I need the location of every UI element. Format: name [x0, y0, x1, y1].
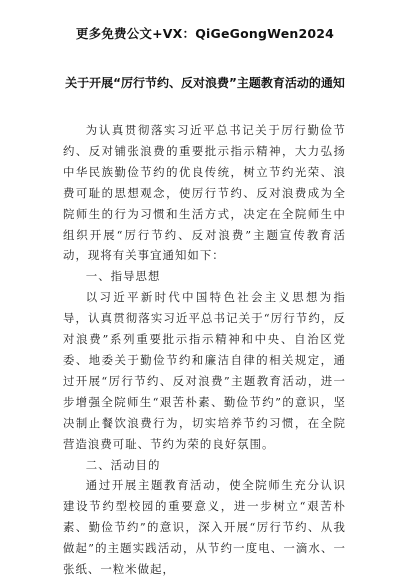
body-paragraph-activity-purpose: 通过开展主题教育活动，使全院师生充分认识建设节约型校园的重要意义，进一步树立“艰苦朴素、勤俭节约”的意识，深入开展“厉行节约、从我做起”的主题实践活动，从节约一度电、一滴水、一张纸、一粒米做起， — [63, 478, 346, 577]
body-paragraph-guiding-ideology: 以习近平新时代中国特色社会主义思想为指导，认真贯彻落实习近平总书记关于“厉行节约，反对浪费”系列重要批示指示精神和中央、自治区党委、地委关于勤俭节约和廉洁自律的相关规定，通过开展“厉行节约、反对浪费”主题教育活动，进一步增强全院师生“艰苦朴素、勤俭节约”的意识，坚决制止餐饮浪费行为，切实培养节约习惯，在全院营造浪费可耻、节约为荣的良好氛围。 — [63, 290, 346, 451]
section-heading-guiding-ideology: 一、指导思想 — [85, 269, 161, 284]
body-paragraph-intro: 为认真贯彻落实习近平总书记关于厉行勤俭节约、反对铺张浪费的重要批示指示精神，大力弘扬中华民族勤俭节约的优良传统，树立节约光荣、浪费可耻的思想观念，使厉行节约、反对浪费成为全院师生的行为习惯和生活方式，决定在全院师生中组织开展“厉行节约、反对浪费”主题宣传教育活动，现将有关事宜通知如下： — [63, 123, 346, 263]
watermark-header: 更多免费公文+VX：QiGeGongWen2024 — [75, 26, 335, 41]
document-body — [63, 120, 346, 580]
document-title: 关于开展“厉行节约、反对浪费”主题教育活动的通知 — [65, 76, 345, 90]
section-heading-activity-purpose: 二、活动目的 — [85, 457, 161, 472]
